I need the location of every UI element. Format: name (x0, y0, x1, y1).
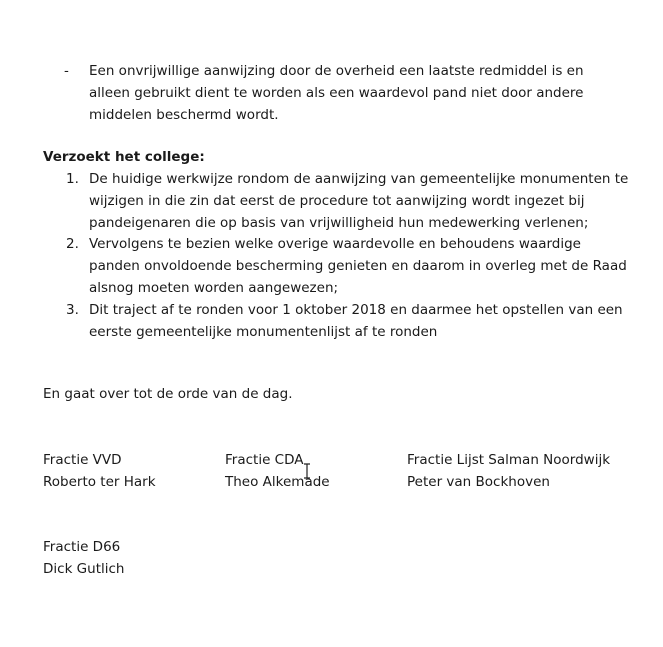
text-cursor-icon (302, 463, 312, 479)
request-number: 2. (66, 236, 79, 253)
request-number: 1. (66, 171, 79, 187)
request-item-2 (0, 234, 663, 299)
request-number: 3. (66, 301, 79, 318)
signature-name: Roberto ter Hark (43, 473, 156, 490)
signature-vvd (43, 450, 156, 494)
signature-name: Theo Alkemade (225, 473, 330, 490)
signature-d66 (43, 537, 124, 581)
request-item-1 (0, 169, 663, 234)
signature-name: Peter van Bockhoven (407, 473, 550, 490)
closing-line: En gaat over tot de orde van de dag. (43, 386, 293, 402)
signature-party: Fractie CDA (225, 452, 304, 468)
request-text: De huidige werkwijze rondom de aanwijzing van gemeentelijke monumenten te wijzigen in die zin dat eerst de procedure tot aanwijzing wordt ingezet bij pandeigenaren die op basis van vrijwilligheid hun medewerking verlenen; (89, 171, 629, 231)
request-text: Vervolgens te bezien welke overige waardevolle en behoudens waardige panden onvoldoende bescherming genieten en daarom in overleg met de Raad alsnog moeten worden aangewezen; (89, 236, 627, 296)
request-text: Dit traject af te ronden voor 1 oktober 2018 en daarmee het opstellen van een eerste gemeentelijke monumentenlijst af te ronden (89, 301, 623, 340)
signature-party: Fractie VVD (43, 452, 122, 468)
signature-lijst-salman (407, 450, 610, 494)
signature-party: Fractie D66 (43, 539, 121, 555)
bullet-text: Een onvrijwillige aanwijzing door de overheid een laatste redmiddel is en alleen gebruikt dient te worden als een waardevol pand niet door andere middelen beschermd wordt. (89, 63, 584, 123)
signature-cda (225, 450, 330, 494)
signature-party: Fractie Lijst Salman Noordwijk (407, 452, 611, 468)
signature-name: Dick Gutlich (43, 560, 125, 577)
request-list (0, 169, 663, 343)
bullet-marker: - (64, 63, 69, 79)
request-item-3 (0, 300, 663, 344)
request-heading: Verzoekt het college: (43, 149, 205, 165)
